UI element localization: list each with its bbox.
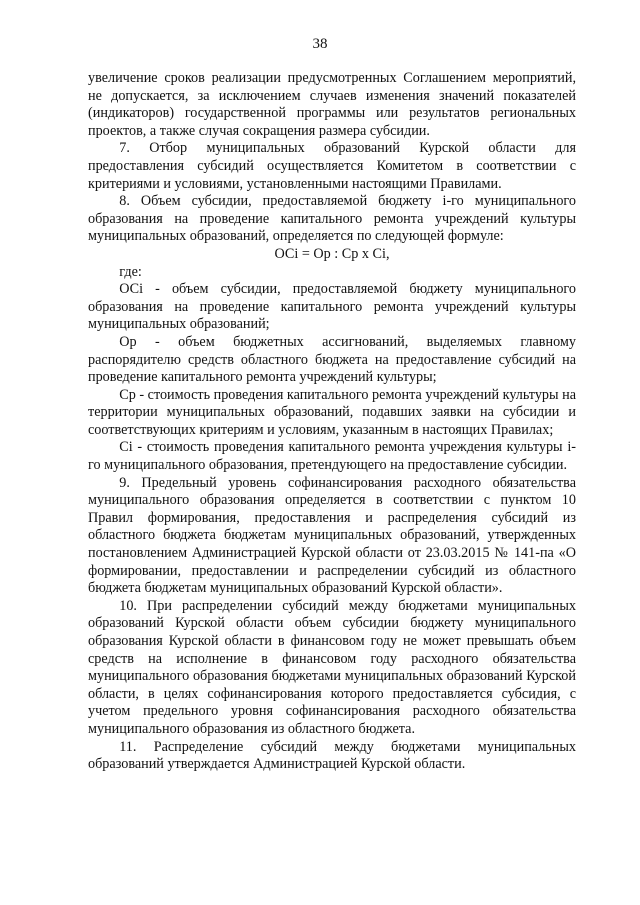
formula-where-label: где:: [119, 263, 142, 280]
paragraph-11: 11. Распределение субсидий между бюджетами муниципальных образований утверждается Администрацией Курской области.: [88, 738, 576, 773]
paragraph-10: 10. При распределении субсидий между бюджетами муниципальных образований Курской области объем субсидии бюджету муниципального образования Курской области в финансовом году не может превышать объем средств на исполнение в финансовом году расходного обязательства муниципального образования бюджетами муниципальных образований Курской области, в целях софинансирования которого предоставляется субсидия, с учетом предельного уровня софинансирования расходного обязательства муниципального образования из областного бюджета.: [88, 597, 576, 737]
document-body: [88, 70, 576, 774]
formula: ОСi = Ор : Ср х Сi,: [274, 245, 390, 262]
paragraph-8: 8. Объем субсидии, предоставляемой бюджету i-го муниципального образования на проведение капитального ремонта учреждений культуры муниципальных образований, определяется по следующей формуле:: [88, 193, 576, 245]
definition-op: Ор - объем бюджетных ассигнований, выделяемых главному распорядителю средств областного бюджета на предоставление субсидий на проведение капитального ремонта учреждений культуры;: [88, 333, 576, 386]
paragraph-7: 7. Отбор муниципальных образований Курской области для предоставления субсидий осуществляется Комитетом в соответствии с критериями и условиями, установленными настоящими Правилами.: [88, 140, 576, 192]
definition-si: Сi - стоимость проведения капитального ремонта учреждения культуры i-го муниципального образования, претендующего на предоставление субсидии.: [88, 439, 576, 474]
definition-osi: ОСi - объем субсидии, предоставляемой бюджету муниципального образования на проведение капитального ремонта учреждений культуры муниципальных образований;: [88, 281, 576, 333]
page-number: 38: [312, 36, 328, 52]
definition-sr: Ср - стоимость проведения капитального ремонта учреждений культуры на территории муниципальных образований, подавших заявки на субсидии и соответствующих критериям и условиям, указанным в настоящих Правилах;: [88, 386, 576, 438]
paragraph-9: 9. Предельный уровень софинансирования расходного обязательства муниципального образования определяется в соответствии с пунктом 10 Правил формирования, предоставления и распределения субсидий из областного бюджета бюджетам муниципальных образований, утвержденных постановлением Администрацией Курской области от 23.03.2015 № 141-па «О формировании, предоставлении и распределении субсидий из областного бюджета бюджетам муниципальных образований Курской области».: [88, 474, 576, 597]
paragraph-continuation: увеличение сроков реализации предусмотренных Соглашением мероприятий, не допускается, за исключением случаев изменения значений показателей (индикаторов) государственной программы или результатов региональных проектов, а также случая сокращения размера субсидии.: [88, 70, 576, 139]
